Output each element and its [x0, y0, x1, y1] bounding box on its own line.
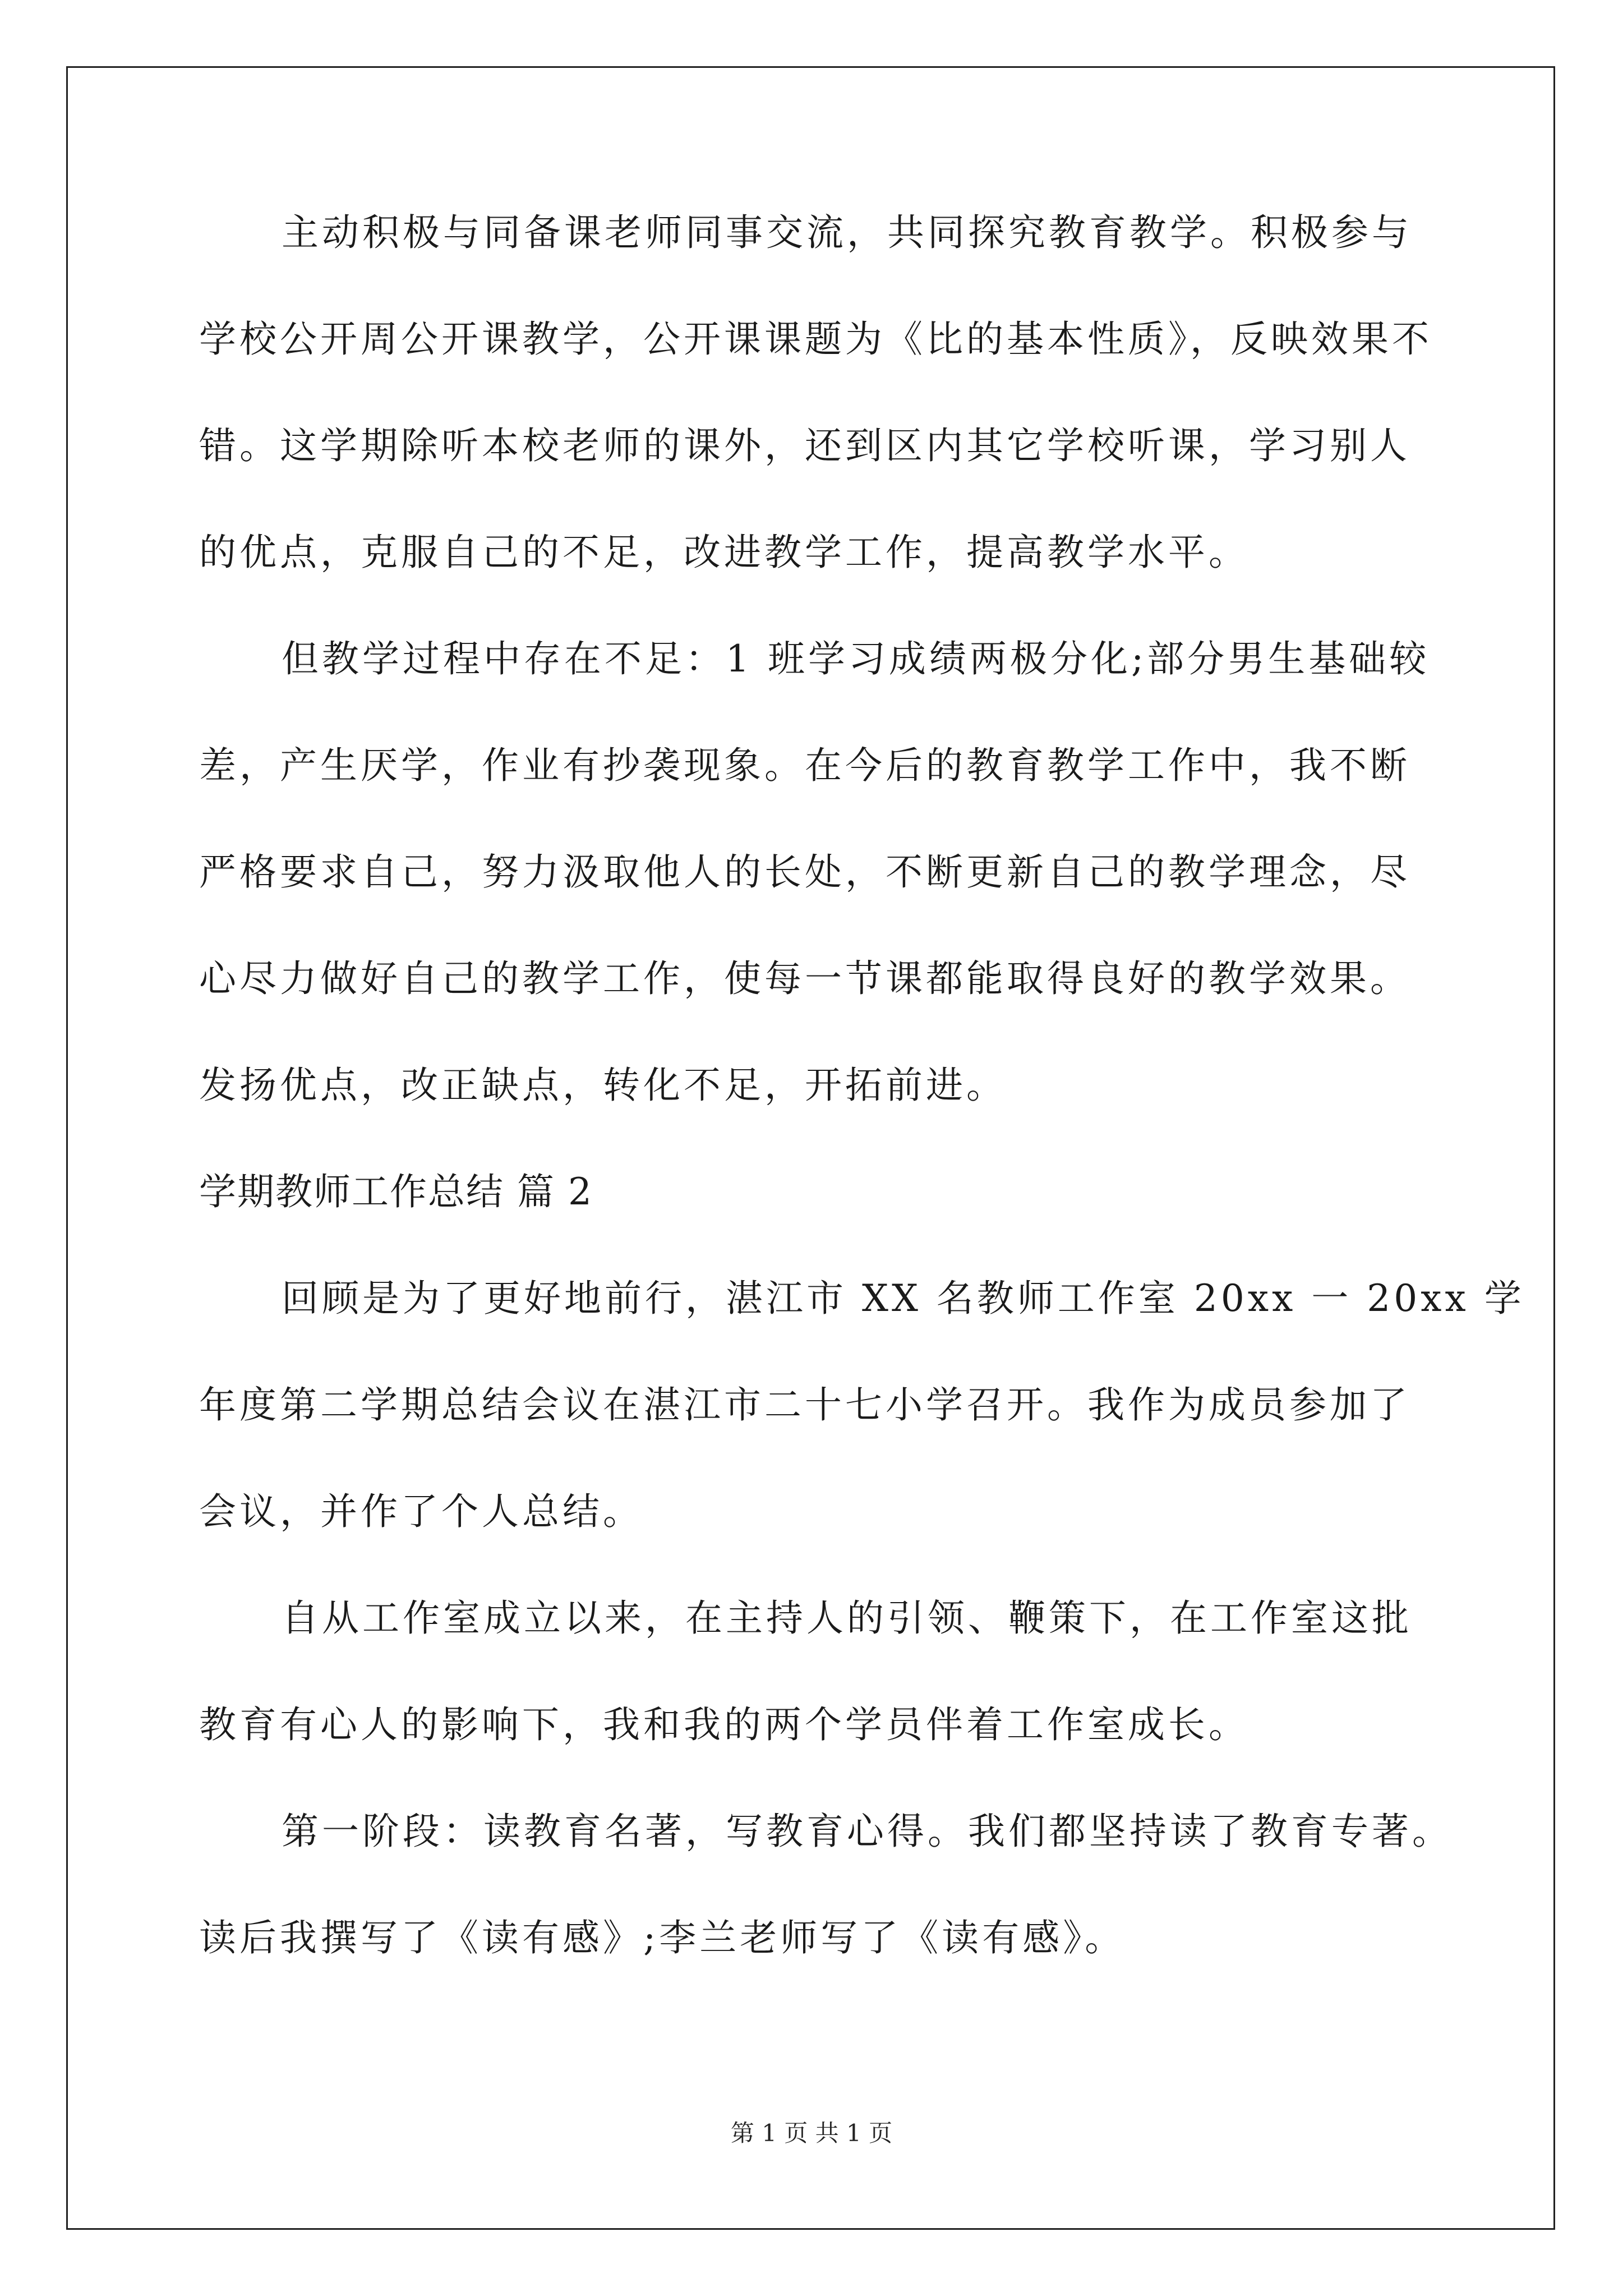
page-footer: 第 1 页 共 1 页: [730, 2119, 893, 2147]
document-body: [199, 211, 1525, 2025]
paragraph-line: 会议，并作了个人总结。: [199, 1490, 643, 1533]
paragraph-line: 的优点，克服自己的不足，改进教学工作，提高教学水平。: [199, 531, 1249, 574]
paragraph-line: 发扬优点，改正缺点，转化不足，开拓前进。: [199, 1064, 1007, 1107]
paragraph-line: 差，产生厌学，作业有抄袭现象。在今后的教育教学工作中，我不断: [199, 744, 1410, 787]
paragraph-line: 回顾是为了更好地前行，湛江市 XX 名教师工作室 20xx 一 20xx 学: [282, 1277, 1525, 1320]
paragraph-line: 心尽力做好自己的教学工作，使每一节课都能取得良好的教学效果。: [199, 957, 1410, 1000]
paragraph-line: 教育有心人的影响下，我和我的两个学员伴着工作室成长。: [199, 1703, 1249, 1746]
paragraph-line: 第一阶段：读教育名著，写教育心得。我们都坚持读了教育专著。: [282, 1810, 1453, 1853]
paragraph-line: 年度第二学期总结会议在湛江市二十七小学召开。我作为成员参加了: [199, 1383, 1410, 1427]
paragraph-line: 学校公开周公开课教学，公开课课题为《比的基本性质》，反映效果不: [199, 318, 1432, 361]
paragraph-line: 主动积极与同备课老师同事交流，共同探究教育教学。积极参与: [282, 211, 1412, 254]
paragraph-line: 读后我撰写了《读有感》;李兰老师写了《读有感》。: [199, 1916, 1126, 1959]
paragraph-line: 严格要求自己，努力汲取他人的长处，不断更新自己的教学理念，尽: [199, 850, 1410, 894]
paragraph-line: 错。这学期除听本校老师的课外，还到区内其它学校听课，学习别人: [199, 424, 1410, 467]
paragraph-line: 自从工作室成立以来，在主持人的引领、鞭策下，在工作室这批: [282, 1596, 1412, 1640]
paragraph-line: 但教学过程中存在不足：1 班学习成绩两极分化;部分男生基础较: [282, 637, 1430, 680]
section-heading: 学期教师工作总结 篇 2: [199, 1170, 593, 1213]
